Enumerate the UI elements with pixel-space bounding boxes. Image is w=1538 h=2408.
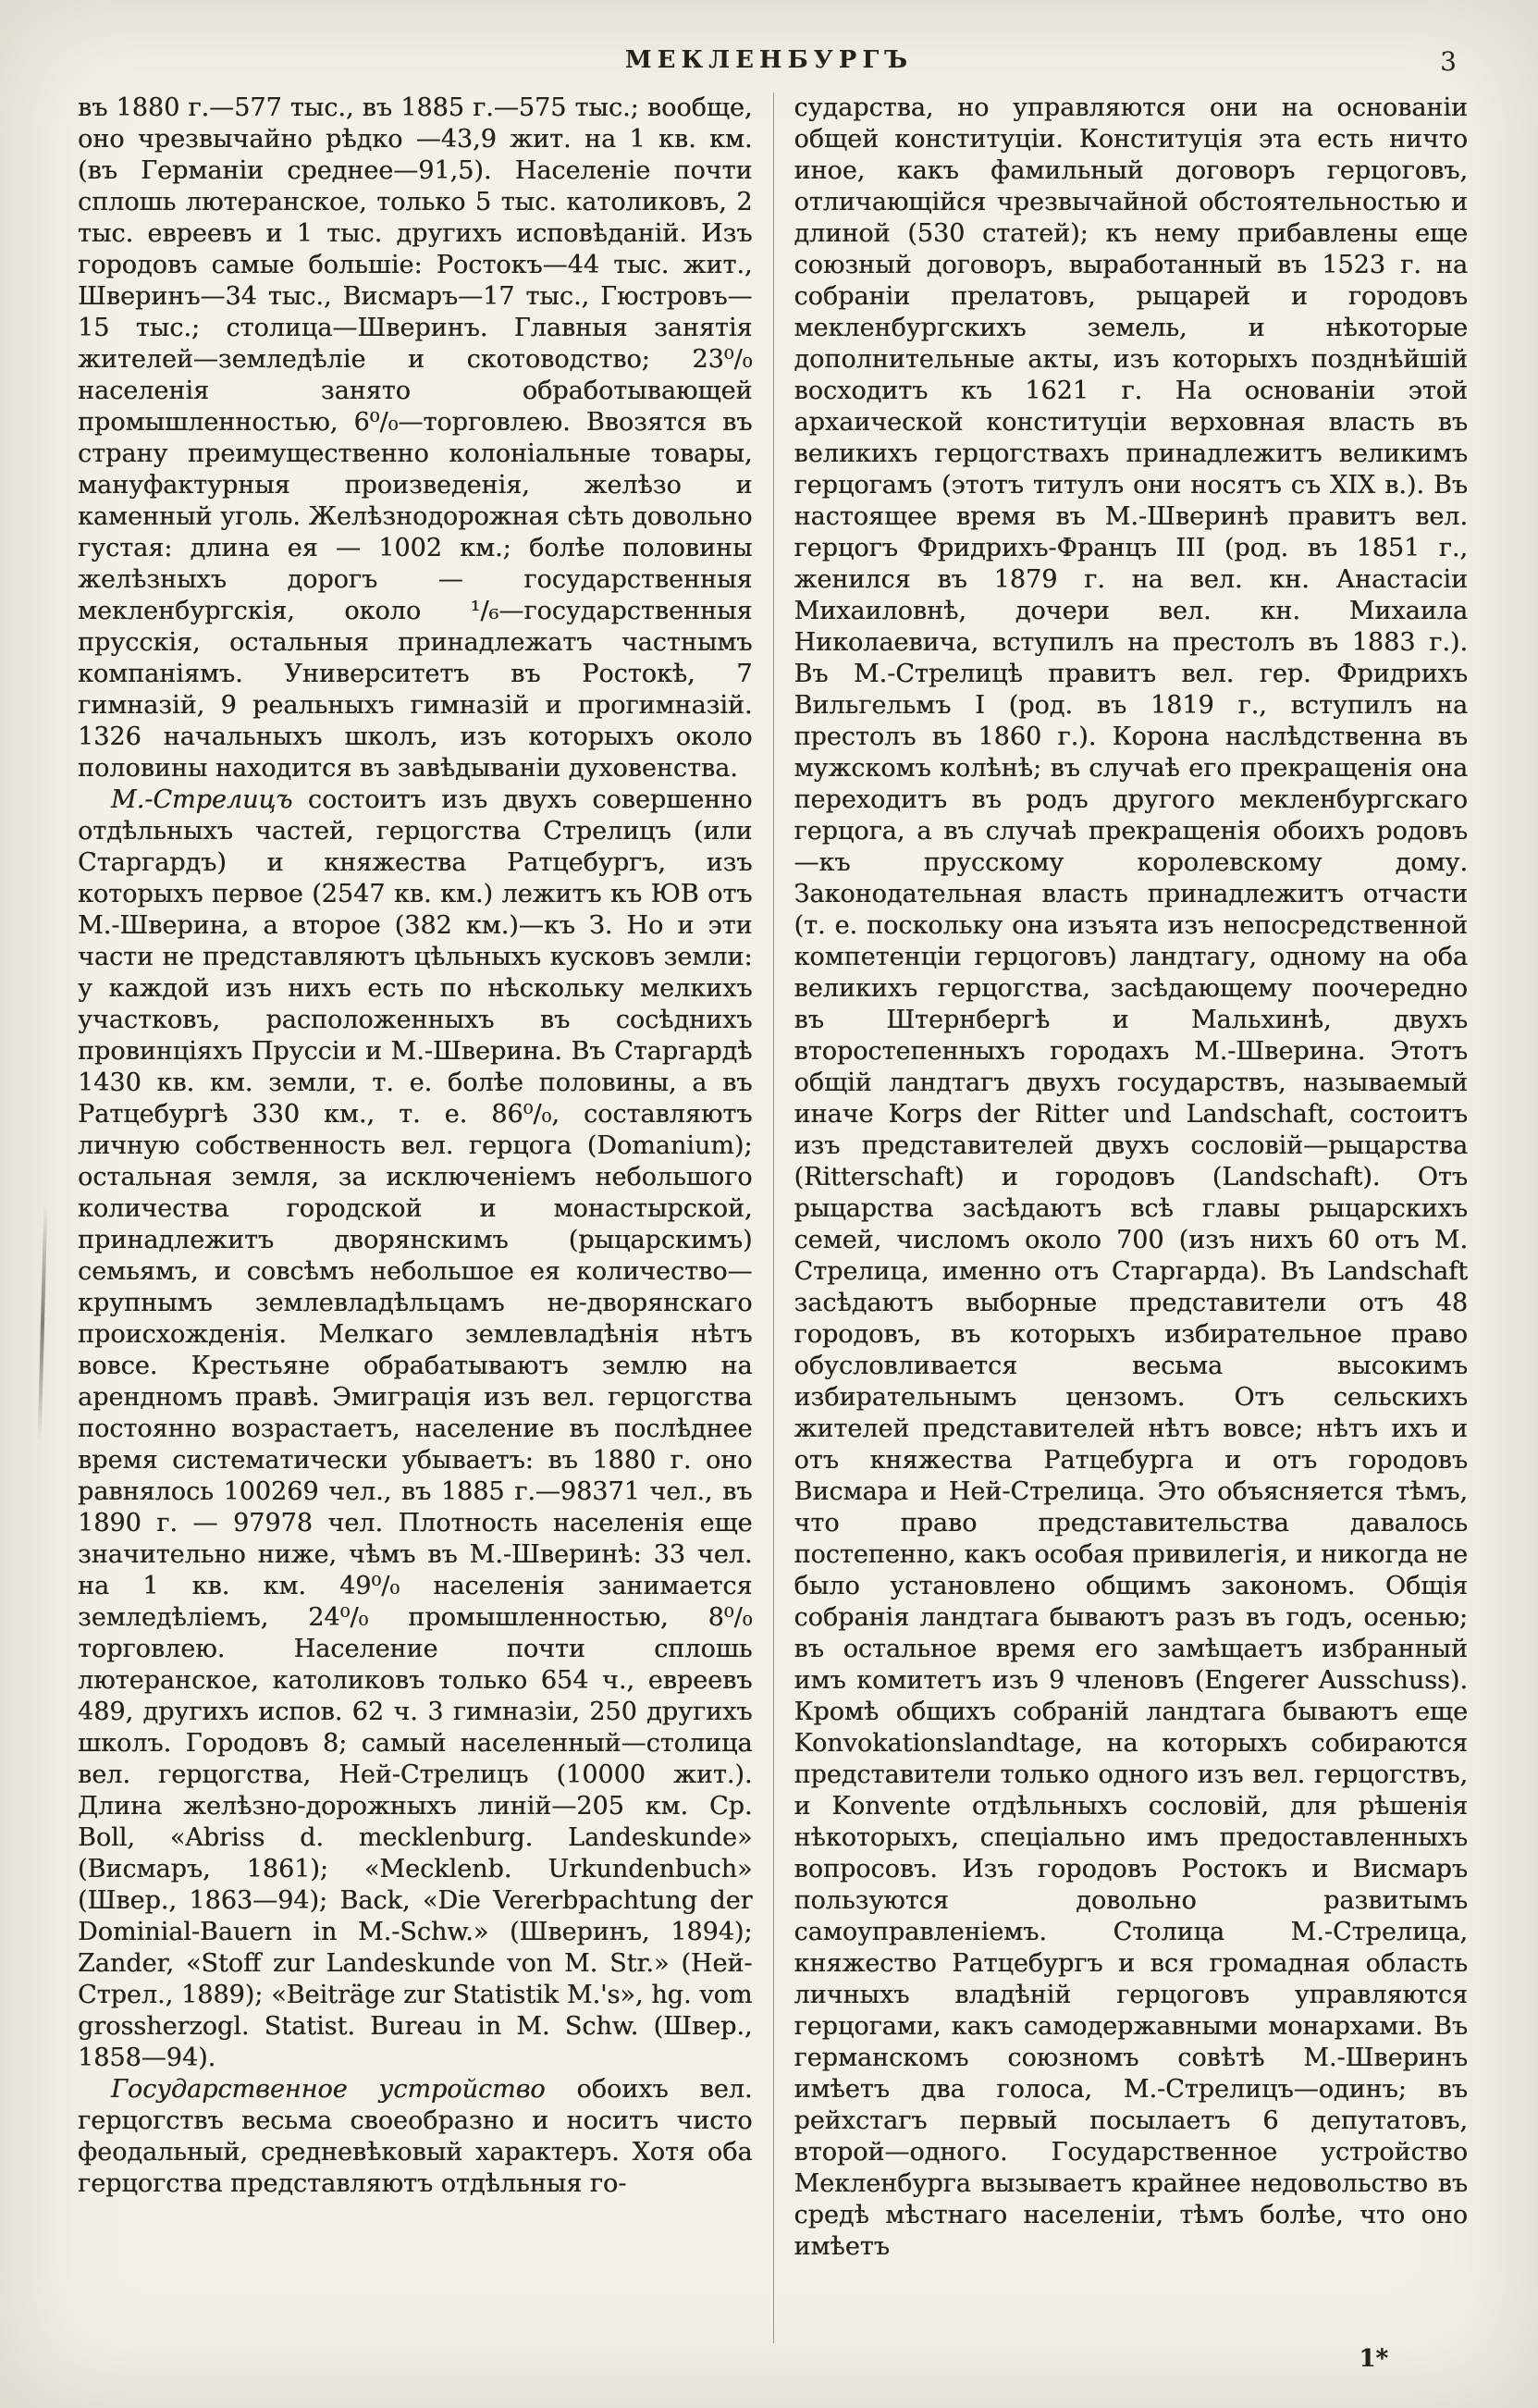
paragraph-population-stats [78,93,753,784]
page-number: 3 [1440,46,1457,77]
paragraph-constitution-continuation [794,93,1469,2263]
column-left [78,93,773,2343]
paragraph-m-strelitz [78,784,753,2074]
paragraph-lead-italic: М.-Стрелицъ [111,785,293,814]
paragraph-text: въ 1880 г.—577 тыс., въ 1885 г.—575 тыс.; вообще, оно чрезвычайно рѣдко —43,9 жит. на 1 кв. км. (въ Германіи среднее—91,5). Населеніе почти сплошь лютеранское, только 5 тыс. католиковъ, 2 тыс. евреевъ и 1 тыс. другихъ исповѣданій. Изъ городовъ самые большіе: Ростокъ—44 тыс. жит., Шверинъ—34 тыс., Висмаръ—17 тыс., Гюстровъ—15 тыс.; столица—Шверинъ. Главныя занятія жителей—земледѣліе и скотоводство; 23⁰/₀ населенія занято обработывающей промышленностью, 6⁰/₀—торговлею. Ввозятся въ страну преимущественно колоніальные товары, мануфактурныя произведенія, желѣзо и каменный уголь. Желѣзнодорожная сѣть довольно густая: длина ея — 1002 км.; болѣе половины желѣзныхъ дорогъ — государственныя мекленбургскія, около ¹/₆—государственныя прусскія, остальныя принадлежатъ частнымъ компаніямъ. Университетъ въ Ростокѣ, 7 гимназій, 9 реальныхъ гимназій и прогимназій. 1326 начальныхъ школъ, изъ которыхъ около половины находится въ завѣдываніи духовенства. [78,93,753,783]
signature-mark: 1* [1359,2345,1388,2373]
paragraph-lead-italic: Государственное устройство [111,2075,546,2104]
page-title: МЕКЛЕНБУРГЪ [624,46,914,74]
paragraph-text: сударства, но управляются они на основаніи общей конституціи. Конституція эта есть ничто иное, какъ фамильный договоръ герцоговъ, отличающійся чрезвычайной обстоятельностью и длиной (530 статей); къ нему прибавлены еще союзный договоръ, выработанный въ 1523 г. на собраніи прелатовъ, рыцарей и городовъ мекленбургскихъ земель, и нѣкоторые дополнительные акты, изъ которыхъ позднѣйшій восходитъ къ 1621 г. На основаніи этой архаической конституціи верховная власть въ великихъ герцогствахъ принадлежитъ великимъ герцогамъ (этотъ титулъ они носятъ съ XIX в.). Въ настоящее время въ М.-Шверинѣ правитъ вел. герцогъ Фридрихъ-Францъ III (род. въ 1851 г., женился въ 1879 г. на вел. кн. Анастасіи Михаиловнѣ, дочери вел. кн. Михаила Николаевича, вступилъ на престолъ въ 1883 г.). Въ М.-Стрелицѣ правитъ вел. гер. Фридрихъ Вильгельмъ I (род. въ 1819 г., вступилъ на престолъ въ 1860 г.). Корона наслѣдственна въ мужскомъ колѣнѣ; въ случаѣ его прекращенія она переходитъ въ родъ другого мекленбургскаго герцога, а въ случаѣ прекращенія обоихъ родовъ—къ прусскому королевскому дому. Законодательная власть принадлежитъ отчасти (т. е. поскольку она изъята изъ непосредственной компетенціи герцоговъ) ландтагу, одному на оба великихъ герцогства, засѣдающему поочередно въ Штернбергѣ и Мальхинѣ, двухъ второстепенныхъ городахъ М.-Шверина. Этотъ общій ландтагъ двухъ государствъ, называемый иначе Korps der Ritter und Landschaft, состоитъ изъ представителей двухъ сословій—рыцарства (Ritterschaft) и городовъ (Landschaft). Отъ рыцарства засѣдаютъ всѣ главы рыцарскихъ семей, числомъ около 700 (изъ нихъ 60 отъ М. Стрелица, именно отъ Старгарда). Въ Landschaft засѣдаютъ выборные представители отъ 48 городовъ, въ которыхъ избирательное право обусловливается весьма высокимъ избирательнымъ цензомъ. Отъ сельскихъ жителей представителей нѣтъ вовсе; нѣтъ ихъ и отъ княжества Ратцебурга и отъ городовъ Висмара и Ней-Стрелица. Это объясняется тѣмъ, что право представительства давалось постепенно, какъ особая привилегія, и никогда не было установлено общимъ закономъ. Общія собранія ландтага бываютъ разъ въ годъ, осенью; въ остальное время его замѣщаетъ избранный имъ комитетъ изъ 9 членовъ (Engerer Ausschuss). Кромѣ общихъ собраній ландтага бываютъ еще Konvokationslandtage, на которыхъ собираются представители только одного изъ вел. герцогствъ, и Konvente отдѣльныхъ сословій, для рѣшенія нѣкоторыхъ, спеціально имъ предоставленныхъ вопросовъ. Изъ городовъ Ростокъ и Висмаръ пользуются довольно развитымъ самоуправленіемъ. Столица М.-Стрелица, княжество Ратцебургъ и вся громадная область личныхъ владѣній герцоговъ управляются герцогами, какъ самодержавными монархами. Въ германскомъ союзномъ совѣтѣ М.-Шверинъ имѣетъ два голоса, М.-Стрелицъ—одинъ; въ рейхстагъ первый посылаетъ 6 депутатовъ, второй—одного. Государственное устройство Мекленбурга вызываетъ крайнее недовольство въ средѣ мѣстнаго населеніи, тѣмъ болѣе, что оно имѣетъ [794,93,1468,2261]
paragraph-text: состоитъ изъ двухъ совершенно отдѣльныхъ частей, герцогства Стрелицъ (или Старгардъ) и княжества Ратцебургъ, изъ которыхъ первое (2547 кв. км.) лежитъ къ ЮВ отъ М.-Шверина, а второе (382 км.)—къ З. Но и эти части не представляютъ цѣльныхъ кусковъ земли: у каждой изъ нихъ есть по нѣскольку мелкихъ участковъ, расположенныхъ въ сосѣднихъ провинціяхъ Пруссіи и М.-Шверина. Въ Старгардѣ 1430 кв. км. земли, т. е. болѣе половины, а въ Ратцебургѣ 330 км., т. е. 86⁰/₀, составляютъ личную собственность вел. герцога (Domanium); остальная земля, за исключеніемъ небольшого количества городской и монастырской, принадлежитъ дворянскимъ (рыцарскимъ) семьямъ, и совсѣмъ небольшое ея количество—крупнымъ землевладѣльцамъ не-дворянскаго происхожденія. Мелкаго землевладѣнія нѣтъ вовсе. Крестьяне обрабатываютъ землю на арендномъ правѣ. Эмиграція изъ вел. герцогства постоянно возрастаетъ, население въ послѣднее время систематически убываетъ: въ 1880 г. оно равнялось 100269 чел., въ 1885 г.—98371 чел., въ 1890 г. — 97978 чел. Плотность населенія еще значительно ниже, чѣмъ въ М.-Шверинѣ: 33 чел. на 1 кв. км. 49⁰/₀ населенія занимается земледѣліемъ, 24⁰/₀ промышленностью, 8⁰/₀ торговлею. Население почти сплошь лютеранское, католиковъ только 654 ч., евреевъ 489, другихъ испов. 62 ч. 3 гимназіи, 250 другихъ школъ. Городовъ 8; самый населенный—столица вел. герцогства, Ней-Стрелицъ (10000 жит.). Длина желѣзно-дорожныхъ линій—205 км. Ср. Boll, «Abriss d. mecklenburg. Landeskunde» (Висмаръ, 1861); «Mecklenb. Urkundenbuch» (Швер., 1863—94); Back, «Die Vererbpachtung der Dominial-Bauern in M.-Schw.» (Шверинъ, 1894); Zander, «Stoff zur Landeskunde von M. Str.» (Ней-Стрел., 1889); «Beiträge zur Statistik M.'s», hg. vom grossherzogl. Statist. Bureau in M. Schw. (Швер., 1858—94). [78,785,753,2072]
running-head [78,46,1460,83]
scan-edge-artifact [38,1203,48,1443]
paragraph-state-structure [78,2074,753,2200]
column-right [773,93,1469,2343]
text-columns [78,93,1468,2343]
paragraph-text: обоихъ вел. герцогствъ весьма своеобразно и носитъ чисто феодальный, средневѣковый характеръ. Хотя оба герцогства представляютъ отдѣльныя го- [78,2075,753,2198]
